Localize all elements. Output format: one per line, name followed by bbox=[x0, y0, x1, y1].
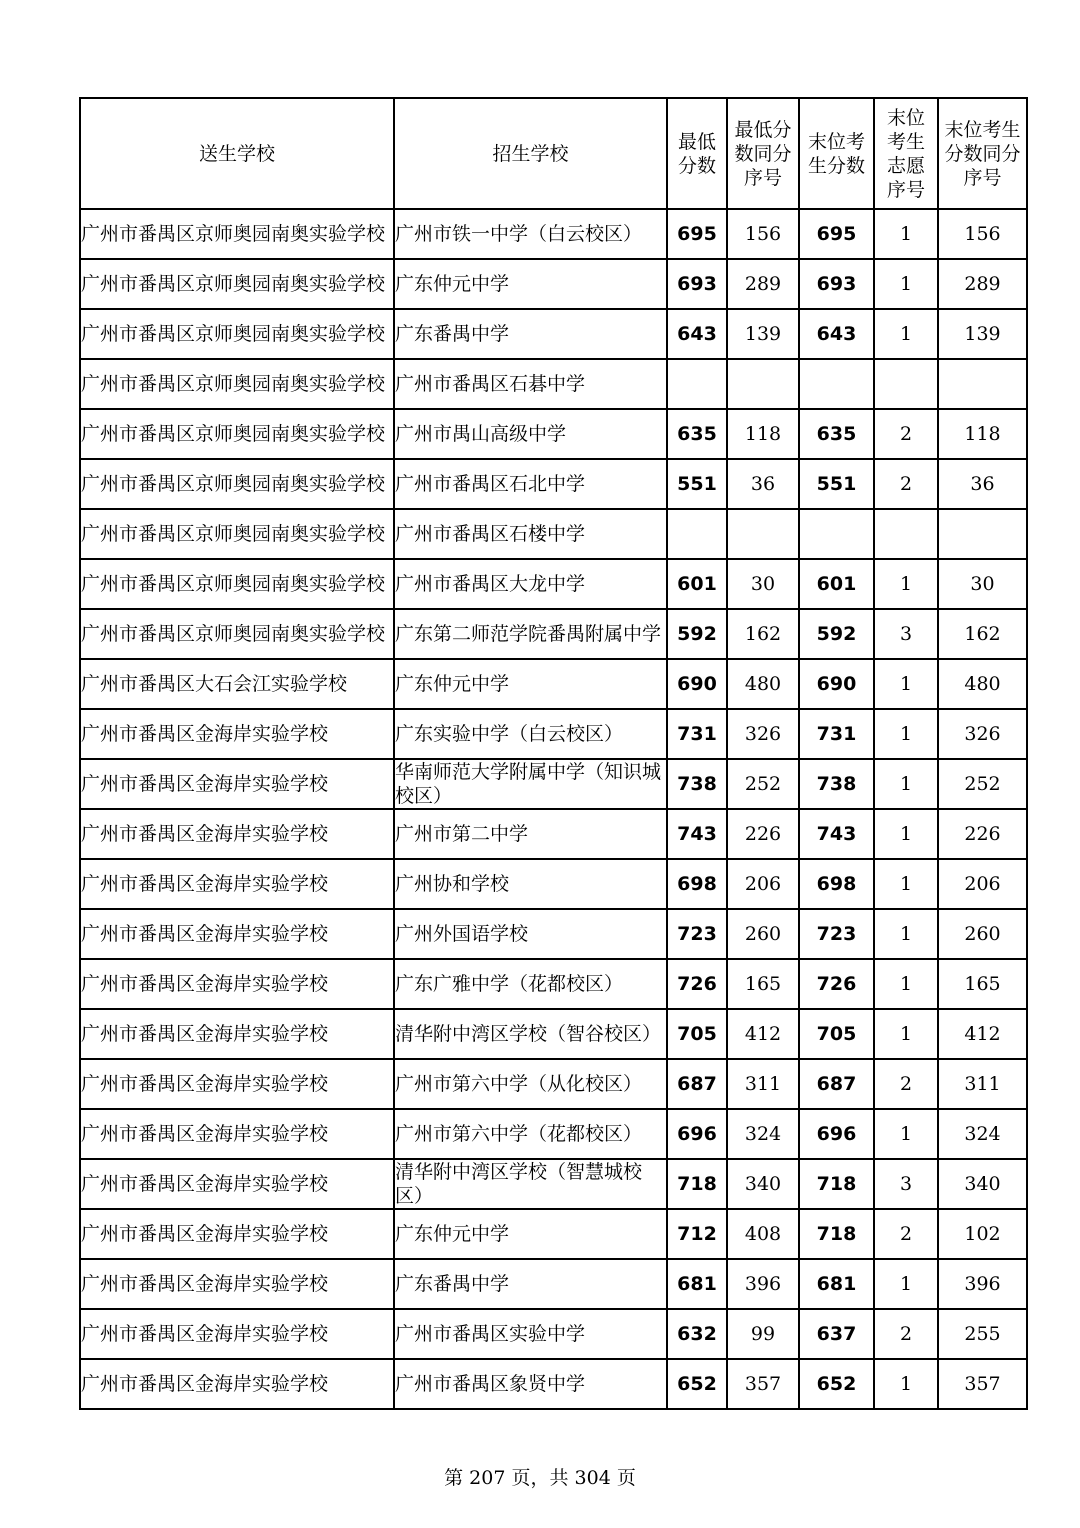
last-choice-no-cell: 1 bbox=[874, 859, 938, 909]
min-score-cell: 693 bbox=[667, 259, 727, 309]
last-score-cell bbox=[799, 509, 874, 559]
min-score-cell: 712 bbox=[667, 1209, 727, 1259]
header-last-choice-no bbox=[874, 98, 938, 209]
admitting-school-cell: 广州市第二中学 bbox=[394, 809, 667, 859]
min-score-rank-cell: 36 bbox=[727, 459, 799, 509]
header-min-score bbox=[667, 98, 727, 209]
last-score-cell: 693 bbox=[799, 259, 874, 309]
last-choice-no-cell bbox=[874, 509, 938, 559]
table-body bbox=[80, 209, 1027, 1409]
admitting-school-cell: 广州市番禺区大龙中学 bbox=[394, 559, 667, 609]
last-score-rank-cell: 324 bbox=[938, 1109, 1027, 1159]
last-choice-no-cell: 1 bbox=[874, 559, 938, 609]
last-choice-no-cell: 3 bbox=[874, 1159, 938, 1209]
last-score-rank-cell bbox=[938, 509, 1027, 559]
header-line: 志愿 bbox=[886, 154, 925, 177]
sending-school-cell: 广州市番禺区金海岸实验学校 bbox=[80, 1309, 394, 1359]
min-score-cell: 681 bbox=[667, 1259, 727, 1309]
min-score-rank-cell: 30 bbox=[727, 559, 799, 609]
min-score-cell: 632 bbox=[667, 1309, 727, 1359]
last-score-rank-cell: 102 bbox=[938, 1209, 1027, 1259]
min-score-rank-cell: 206 bbox=[727, 859, 799, 909]
min-score-rank-cell: 156 bbox=[727, 209, 799, 259]
last-score-rank-cell: 139 bbox=[938, 309, 1027, 359]
last-score-cell: 687 bbox=[799, 1059, 874, 1109]
min-score-cell: 601 bbox=[667, 559, 727, 609]
last-score-cell: 731 bbox=[799, 709, 874, 759]
min-score-cell: 687 bbox=[667, 1059, 727, 1109]
last-choice-no-cell: 2 bbox=[874, 1059, 938, 1109]
header-line: 最低 bbox=[677, 130, 716, 153]
last-score-rank-cell: 226 bbox=[938, 809, 1027, 859]
header-last-score-rank bbox=[938, 98, 1027, 209]
min-score-cell bbox=[667, 359, 727, 409]
header-line: 序号 bbox=[963, 166, 1002, 189]
header-last-score bbox=[799, 98, 874, 209]
sending-school-cell: 广州市番禺区金海岸实验学校 bbox=[80, 759, 394, 809]
header-line: 分数同分 bbox=[944, 142, 1021, 165]
sending-school-cell: 广州市番禺区京师奥园南奥实验学校 bbox=[80, 509, 394, 559]
min-score-cell: 643 bbox=[667, 309, 727, 359]
admitting-school-cell: 广州市番禺区石楼中学 bbox=[394, 509, 667, 559]
last-choice-no-cell: 1 bbox=[874, 1359, 938, 1409]
last-choice-no-cell: 2 bbox=[874, 459, 938, 509]
last-choice-no-cell: 1 bbox=[874, 809, 938, 859]
sending-school-cell: 广州市番禺区大石会江实验学校 bbox=[80, 659, 394, 709]
min-score-cell: 635 bbox=[667, 409, 727, 459]
last-choice-no-cell: 2 bbox=[874, 1209, 938, 1259]
last-choice-no-cell: 2 bbox=[874, 409, 938, 459]
last-choice-no-cell: 1 bbox=[874, 259, 938, 309]
last-score-cell: 695 bbox=[799, 209, 874, 259]
last-score-cell: 696 bbox=[799, 1109, 874, 1159]
last-score-cell: 635 bbox=[799, 409, 874, 459]
last-score-cell: 738 bbox=[799, 759, 874, 809]
sending-school-cell: 广州市番禺区京师奥园南奥实验学校 bbox=[80, 359, 394, 409]
table-row bbox=[80, 1059, 1027, 1109]
last-score-rank-cell: 165 bbox=[938, 959, 1027, 1009]
min-score-rank-cell: 118 bbox=[727, 409, 799, 459]
sending-school-cell: 广州市番禺区京师奥园南奥实验学校 bbox=[80, 459, 394, 509]
sending-school-cell: 广州市番禺区金海岸实验学校 bbox=[80, 1259, 394, 1309]
last-score-cell: 551 bbox=[799, 459, 874, 509]
sending-school-cell: 广州市番禺区金海岸实验学校 bbox=[80, 909, 394, 959]
table-row bbox=[80, 459, 1027, 509]
last-score-cell: 726 bbox=[799, 959, 874, 1009]
last-score-cell: 718 bbox=[799, 1209, 874, 1259]
last-score-cell bbox=[799, 359, 874, 409]
admission-table bbox=[79, 97, 1028, 1410]
table-row bbox=[80, 909, 1027, 959]
last-score-rank-cell: 162 bbox=[938, 609, 1027, 659]
last-choice-no-cell: 1 bbox=[874, 1009, 938, 1059]
last-score-rank-cell: 118 bbox=[938, 409, 1027, 459]
sending-school-cell: 广州市番禺区京师奥园南奥实验学校 bbox=[80, 559, 394, 609]
min-score-rank-cell: 162 bbox=[727, 609, 799, 659]
header-min-score-rank bbox=[727, 98, 799, 209]
header-line: 末位考 bbox=[807, 130, 865, 153]
admitting-school-cell: 广东仲元中学 bbox=[394, 259, 667, 309]
sending-school-cell: 广州市番禺区金海岸实验学校 bbox=[80, 709, 394, 759]
sending-school-cell: 广州市番禺区金海岸实验学校 bbox=[80, 1159, 394, 1209]
last-score-cell: 718 bbox=[799, 1159, 874, 1209]
last-score-cell: 698 bbox=[799, 859, 874, 909]
table-row bbox=[80, 809, 1027, 859]
min-score-rank-cell: 311 bbox=[727, 1059, 799, 1109]
last-score-cell: 681 bbox=[799, 1259, 874, 1309]
table-row bbox=[80, 1109, 1027, 1159]
admitting-school-cell: 广东实验中学（白云校区） bbox=[394, 709, 667, 759]
min-score-cell: 731 bbox=[667, 709, 727, 759]
last-choice-no-cell: 1 bbox=[874, 759, 938, 809]
last-score-rank-cell: 326 bbox=[938, 709, 1027, 759]
sending-school-cell: 广州市番禺区金海岸实验学校 bbox=[80, 1109, 394, 1159]
header-line: 数同分 bbox=[734, 142, 792, 165]
last-score-rank-cell: 412 bbox=[938, 1009, 1027, 1059]
min-score-cell: 718 bbox=[667, 1159, 727, 1209]
min-score-cell: 698 bbox=[667, 859, 727, 909]
admitting-school-cell: 华南师范大学附属中学（知识城校区） bbox=[394, 759, 667, 809]
table-row bbox=[80, 859, 1027, 909]
header-line: 考生 bbox=[886, 130, 925, 153]
header-line: 招生学校 bbox=[492, 142, 569, 165]
table-row bbox=[80, 659, 1027, 709]
admitting-school-cell: 广东仲元中学 bbox=[394, 659, 667, 709]
last-choice-no-cell: 1 bbox=[874, 1259, 938, 1309]
admitting-school-cell: 清华附中湾区学校（智谷校区） bbox=[394, 1009, 667, 1059]
sending-school-cell: 广州市番禺区京师奥园南奥实验学校 bbox=[80, 209, 394, 259]
min-score-rank-cell: 165 bbox=[727, 959, 799, 1009]
last-choice-no-cell: 1 bbox=[874, 209, 938, 259]
last-score-cell: 743 bbox=[799, 809, 874, 859]
min-score-cell: 695 bbox=[667, 209, 727, 259]
sending-school-cell: 广州市番禺区金海岸实验学校 bbox=[80, 959, 394, 1009]
table-row bbox=[80, 1209, 1027, 1259]
min-score-cell: 743 bbox=[667, 809, 727, 859]
last-score-rank-cell: 156 bbox=[938, 209, 1027, 259]
table-row bbox=[80, 1159, 1027, 1209]
last-choice-no-cell: 1 bbox=[874, 1109, 938, 1159]
table-row bbox=[80, 559, 1027, 609]
min-score-rank-cell: 260 bbox=[727, 909, 799, 959]
header-line: 分数 bbox=[677, 154, 716, 177]
min-score-cell: 696 bbox=[667, 1109, 727, 1159]
min-score-rank-cell: 396 bbox=[727, 1259, 799, 1309]
last-choice-no-cell bbox=[874, 359, 938, 409]
sending-school-cell: 广州市番禺区京师奥园南奥实验学校 bbox=[80, 609, 394, 659]
last-score-rank-cell: 255 bbox=[938, 1309, 1027, 1359]
header-line: 末位考生 bbox=[944, 118, 1021, 141]
min-score-cell: 592 bbox=[667, 609, 727, 659]
sending-school-cell: 广州市番禺区京师奥园南奥实验学校 bbox=[80, 409, 394, 459]
min-score-cell: 723 bbox=[667, 909, 727, 959]
table-row bbox=[80, 509, 1027, 559]
min-score-rank-cell: 99 bbox=[727, 1309, 799, 1359]
min-score-cell: 652 bbox=[667, 1359, 727, 1409]
header-line: 送生学校 bbox=[198, 142, 275, 165]
admitting-school-cell: 广州外国语学校 bbox=[394, 909, 667, 959]
last-score-cell: 652 bbox=[799, 1359, 874, 1409]
admitting-school-cell: 广州市禺山高级中学 bbox=[394, 409, 667, 459]
admitting-school-cell: 广州市番禺区石北中学 bbox=[394, 459, 667, 509]
min-score-rank-cell: 289 bbox=[727, 259, 799, 309]
admitting-school-cell: 广东仲元中学 bbox=[394, 1209, 667, 1259]
header-admitting-school bbox=[394, 98, 667, 209]
min-score-rank-cell bbox=[727, 509, 799, 559]
admitting-school-cell: 广州市番禺区石碁中学 bbox=[394, 359, 667, 409]
last-score-cell: 592 bbox=[799, 609, 874, 659]
table-row bbox=[80, 759, 1027, 809]
admitting-school-cell: 广东第二师范学院番禺附属中学 bbox=[394, 609, 667, 659]
table-row bbox=[80, 709, 1027, 759]
last-choice-no-cell: 1 bbox=[874, 659, 938, 709]
last-choice-no-cell: 1 bbox=[874, 959, 938, 1009]
last-choice-no-cell: 1 bbox=[874, 709, 938, 759]
admitting-school-cell: 广东番禺中学 bbox=[394, 1259, 667, 1309]
min-score-rank-cell: 326 bbox=[727, 709, 799, 759]
table-row bbox=[80, 1309, 1027, 1359]
page-footer: 第 207 页，共 304 页 bbox=[444, 1467, 636, 1489]
last-choice-no-cell: 1 bbox=[874, 309, 938, 359]
min-score-rank-cell: 357 bbox=[727, 1359, 799, 1409]
min-score-cell: 705 bbox=[667, 1009, 727, 1059]
header-row bbox=[80, 98, 1027, 209]
admitting-school-cell: 清华附中湾区学校（智慧城校区） bbox=[394, 1159, 667, 1209]
min-score-rank-cell: 408 bbox=[727, 1209, 799, 1259]
last-score-rank-cell: 340 bbox=[938, 1159, 1027, 1209]
admitting-school-cell: 广州市铁一中学（白云校区） bbox=[394, 209, 667, 259]
last-score-rank-cell: 480 bbox=[938, 659, 1027, 709]
min-score-rank-cell: 324 bbox=[727, 1109, 799, 1159]
admitting-school-cell: 广东番禺中学 bbox=[394, 309, 667, 359]
table-row bbox=[80, 1259, 1027, 1309]
min-score-cell: 738 bbox=[667, 759, 727, 809]
last-score-rank-cell: 36 bbox=[938, 459, 1027, 509]
last-score-cell: 601 bbox=[799, 559, 874, 609]
last-score-rank-cell: 357 bbox=[938, 1359, 1027, 1409]
last-score-rank-cell: 289 bbox=[938, 259, 1027, 309]
min-score-rank-cell bbox=[727, 359, 799, 409]
min-score-rank-cell: 412 bbox=[727, 1009, 799, 1059]
sending-school-cell: 广州市番禺区金海岸实验学校 bbox=[80, 859, 394, 909]
table-row bbox=[80, 609, 1027, 659]
table-row bbox=[80, 409, 1027, 459]
min-score-rank-cell: 226 bbox=[727, 809, 799, 859]
last-score-cell: 705 bbox=[799, 1009, 874, 1059]
last-score-rank-cell: 260 bbox=[938, 909, 1027, 959]
table-row bbox=[80, 259, 1027, 309]
last-score-cell: 637 bbox=[799, 1309, 874, 1359]
min-score-cell: 726 bbox=[667, 959, 727, 1009]
sending-school-cell: 广州市番禺区金海岸实验学校 bbox=[80, 1209, 394, 1259]
last-score-rank-cell: 30 bbox=[938, 559, 1027, 609]
last-score-rank-cell: 252 bbox=[938, 759, 1027, 809]
header-line: 最低分 bbox=[734, 118, 792, 141]
sending-school-cell: 广州市番禺区京师奥园南奥实验学校 bbox=[80, 309, 394, 359]
table-row bbox=[80, 1359, 1027, 1409]
last-choice-no-cell: 2 bbox=[874, 1309, 938, 1359]
min-score-rank-cell: 139 bbox=[727, 309, 799, 359]
min-score-rank-cell: 480 bbox=[727, 659, 799, 709]
min-score-cell: 551 bbox=[667, 459, 727, 509]
header-sending-school bbox=[80, 98, 394, 209]
table-row bbox=[80, 959, 1027, 1009]
last-choice-no-cell: 1 bbox=[874, 909, 938, 959]
last-score-cell: 643 bbox=[799, 309, 874, 359]
header-line: 末位 bbox=[886, 106, 925, 129]
sending-school-cell: 广州市番禺区金海岸实验学校 bbox=[80, 1359, 394, 1409]
min-score-cell: 690 bbox=[667, 659, 727, 709]
admitting-school-cell: 广州市第六中学（从化校区） bbox=[394, 1059, 667, 1109]
admitting-school-cell: 广州市番禺区实验中学 bbox=[394, 1309, 667, 1359]
table-row bbox=[80, 309, 1027, 359]
min-score-rank-cell: 252 bbox=[727, 759, 799, 809]
admitting-school-cell: 广东广雅中学（花都校区） bbox=[394, 959, 667, 1009]
min-score-rank-cell: 340 bbox=[727, 1159, 799, 1209]
sending-school-cell: 广州市番禺区金海岸实验学校 bbox=[80, 1009, 394, 1059]
sending-school-cell: 广州市番禺区京师奥园南奥实验学校 bbox=[80, 259, 394, 309]
table-row bbox=[80, 359, 1027, 409]
admitting-school-cell: 广州市番禺区象贤中学 bbox=[394, 1359, 667, 1409]
sending-school-cell: 广州市番禺区金海岸实验学校 bbox=[80, 809, 394, 859]
last-score-rank-cell: 311 bbox=[938, 1059, 1027, 1109]
last-score-cell: 690 bbox=[799, 659, 874, 709]
table-row bbox=[80, 1009, 1027, 1059]
last-score-rank-cell bbox=[938, 359, 1027, 409]
admitting-school-cell: 广州协和学校 bbox=[394, 859, 667, 909]
table-row bbox=[80, 209, 1027, 259]
last-score-rank-cell: 206 bbox=[938, 859, 1027, 909]
last-score-rank-cell: 396 bbox=[938, 1259, 1027, 1309]
min-score-cell bbox=[667, 509, 727, 559]
header-line: 序号 bbox=[886, 178, 925, 201]
header-line: 生分数 bbox=[807, 154, 865, 177]
last-choice-no-cell: 3 bbox=[874, 609, 938, 659]
admitting-school-cell: 广州市第六中学（花都校区） bbox=[394, 1109, 667, 1159]
last-score-cell: 723 bbox=[799, 909, 874, 959]
header-line: 序号 bbox=[743, 166, 782, 189]
sending-school-cell: 广州市番禺区金海岸实验学校 bbox=[80, 1059, 394, 1109]
